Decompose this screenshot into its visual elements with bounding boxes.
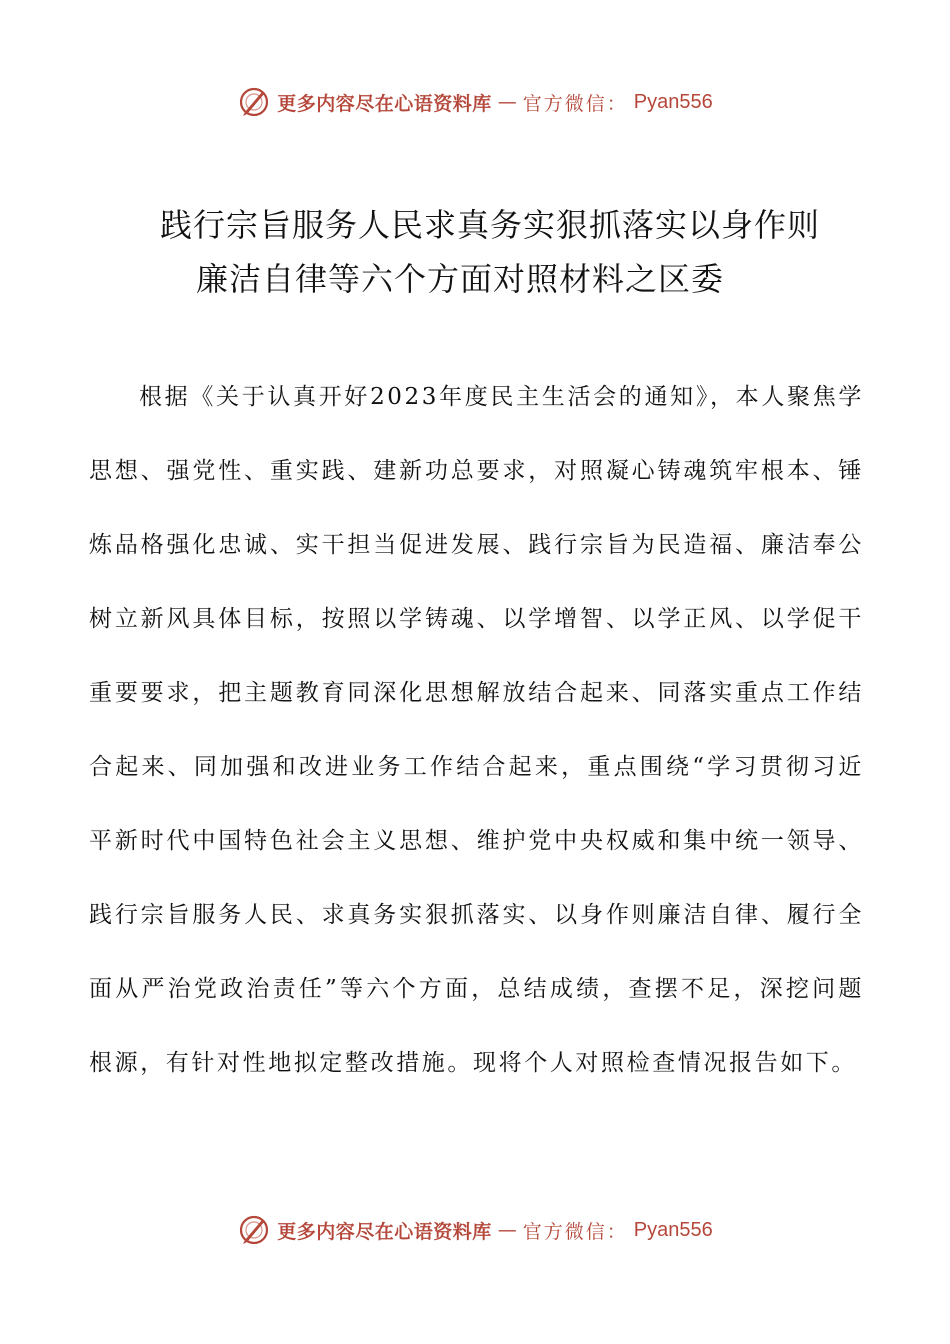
header-banner bbox=[0, 82, 950, 122]
body-paragraph: 根据《关于认真开好2023年度民主生活会的通知》，本人聚焦学思想、强党性、重实践、建新功总要求，对照凝心铸魂筑牢根本、锤炼品格强化忠诚、实干担当促进发展、践行宗旨为民造福、廉洁奉公树立新风具体目标，按照以学铸魂、以学增智、以学正风、以学促干重要要求，把主题教育同深化思想解放结合起来、同落实重点工作结合起来、同加强和改进业务工作结合起来，重点围绕“学习贯彻习近平新时代中国特色社会主义思想、维护党中央权威和集中统一领导、践行宗旨服务人民、求真务实狠抓落实、以身作则廉洁自律、履行全面从严治党政治责任”等六个方面，总结成绩，查摆不足，深挖问题根源，有针对性地拟定整改措施。现将个人对照检查情况报告如下。 bbox=[89, 384, 864, 1076]
banner-wechat-id: Pyan556 bbox=[633, 90, 713, 113]
title-line-1: 践行宗旨服务人民求真务实狠抓落实以身作则 bbox=[160, 206, 821, 244]
banner-wechat-label: 官方微信： bbox=[522, 92, 628, 115]
banner-dash: — bbox=[497, 1219, 517, 1241]
quill-logo-icon bbox=[237, 1213, 271, 1247]
banner-wechat-id: Pyan556 bbox=[633, 1218, 713, 1241]
title-line-2: 廉洁自律等六个方面对照材料之区委 bbox=[196, 260, 725, 298]
banner-dash: — bbox=[497, 91, 517, 113]
footer-banner bbox=[0, 1210, 950, 1250]
banner-wechat-label: 官方微信： bbox=[522, 1220, 628, 1243]
document-title bbox=[0, 198, 950, 306]
banner-brand-text: 更多内容尽在心语资料库 bbox=[277, 92, 492, 115]
quill-logo-icon bbox=[237, 85, 271, 119]
banner-brand-text: 更多内容尽在心语资料库 bbox=[277, 1220, 492, 1243]
